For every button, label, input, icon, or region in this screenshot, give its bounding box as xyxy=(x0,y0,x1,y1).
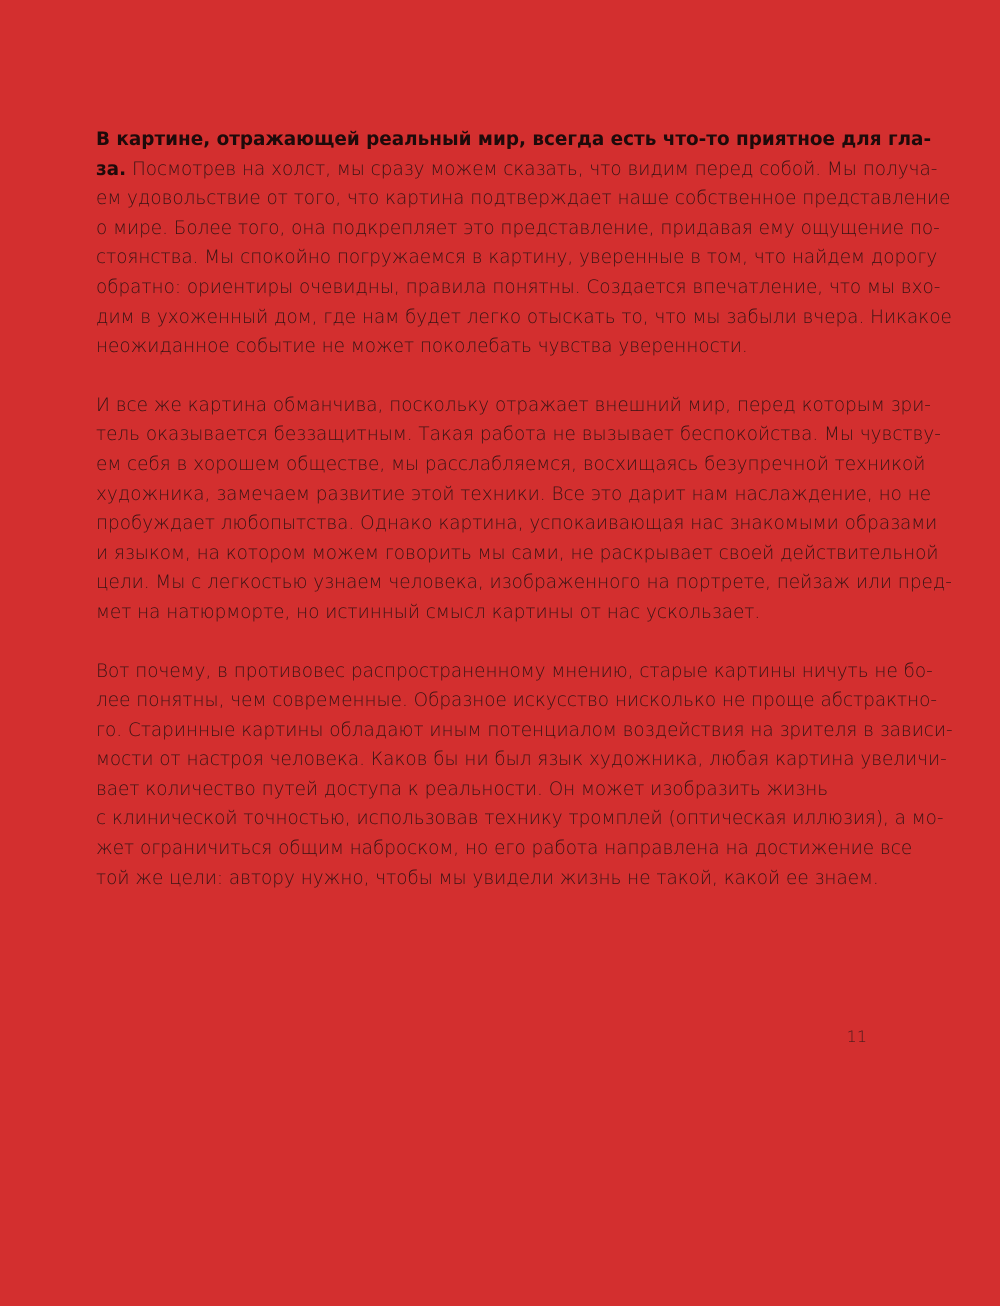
lead-in-bold: В картине, отражающей реальный мир, всегда есть что-то приятное для гла- xyxy=(96,129,932,150)
text-line: дим в ухоженный дом, где нам будет легко отыскать то, что мы забыли вчера. Никакое xyxy=(96,306,952,328)
text-line: обратно: ориентиры очевидны, правила понятны. Создается впечатление, что мы вхо- xyxy=(96,276,941,298)
text-line: неожиданное событие не может поколебать чувства уверенности. xyxy=(96,336,748,358)
text-line: тель оказывается беззащитным. Такая работа не вызывает беспокойства. Мы чувству- xyxy=(96,424,941,446)
page-number: 11 xyxy=(846,1027,867,1046)
text-line: ем удовольствие от того, что картина подтверждает наше собственное представление xyxy=(96,188,951,210)
text-line: вает количество путей доступа к реальности. Он может изобразить жизнь xyxy=(96,778,829,800)
text-line: за. Посмотрев на холст, мы сразу можем сказать, что видим перед собой. Мы получа- xyxy=(96,158,938,180)
text-line: с клинической точностью, использовав технику тромплей (оптическая иллюзия), а мо- xyxy=(96,808,944,830)
paragraph-3 xyxy=(96,657,953,894)
text-line: И все же картина обманчива, поскольку отражает внешний мир, перед которым зри- xyxy=(96,394,931,416)
body-text xyxy=(96,125,953,922)
text-line: той же цели: автору нужно, чтобы мы увидели жизнь не такой, какой ее знаем. xyxy=(96,867,879,889)
lead-in-bold: за. xyxy=(96,158,127,180)
text-line: и языком, на котором можем говорить мы сами, не раскрывает своей действительной xyxy=(96,542,939,564)
text-line: Вот почему, в противовес распространенному мнению, старые картины ничуть не бо- xyxy=(96,660,933,682)
text-line: пробуждает любопытства. Однако картина, успокаивающая нас знакомыми образами xyxy=(96,513,938,535)
paragraph-2 xyxy=(96,391,952,628)
text-line: мет на натюрморте, но истинный смысл картины от нас ускользает. xyxy=(96,601,761,623)
text-line: жет ограничиться общим наброском, но его работа направлена на достижение все xyxy=(96,838,913,860)
text-line: мости от настроя человека. Каков бы ни был язык художника, любая картина увеличи- xyxy=(96,749,947,771)
text-line: стоянства. Мы спокойно погружаемся в картину, уверенные в том, что найдем дорогу xyxy=(96,247,938,269)
text-line: ем себя в хорошем обществе, мы расслабляемся, восхищаясь безупречной техникой xyxy=(96,453,926,475)
paragraph-1 xyxy=(96,125,952,362)
text-line: художника, замечаем развитие этой техники. Все это дарит нам наслаждение, но не xyxy=(96,483,932,505)
text-line xyxy=(96,125,932,155)
text-line: о мире. Более того, она подкрепляет это представление, придавая ему ощущение по- xyxy=(96,217,940,239)
text-line: го. Старинные картины обладают иным потенциалом воздействия на зрителя в зависи- xyxy=(96,719,953,741)
text-line: лее понятны, чем современные. Образное искусство нисколько не проще абстрактно- xyxy=(96,690,938,712)
text-line: цели. Мы с легкостью узнаем человека, изображенного на портрете, пейзаж или пред- xyxy=(96,572,952,594)
